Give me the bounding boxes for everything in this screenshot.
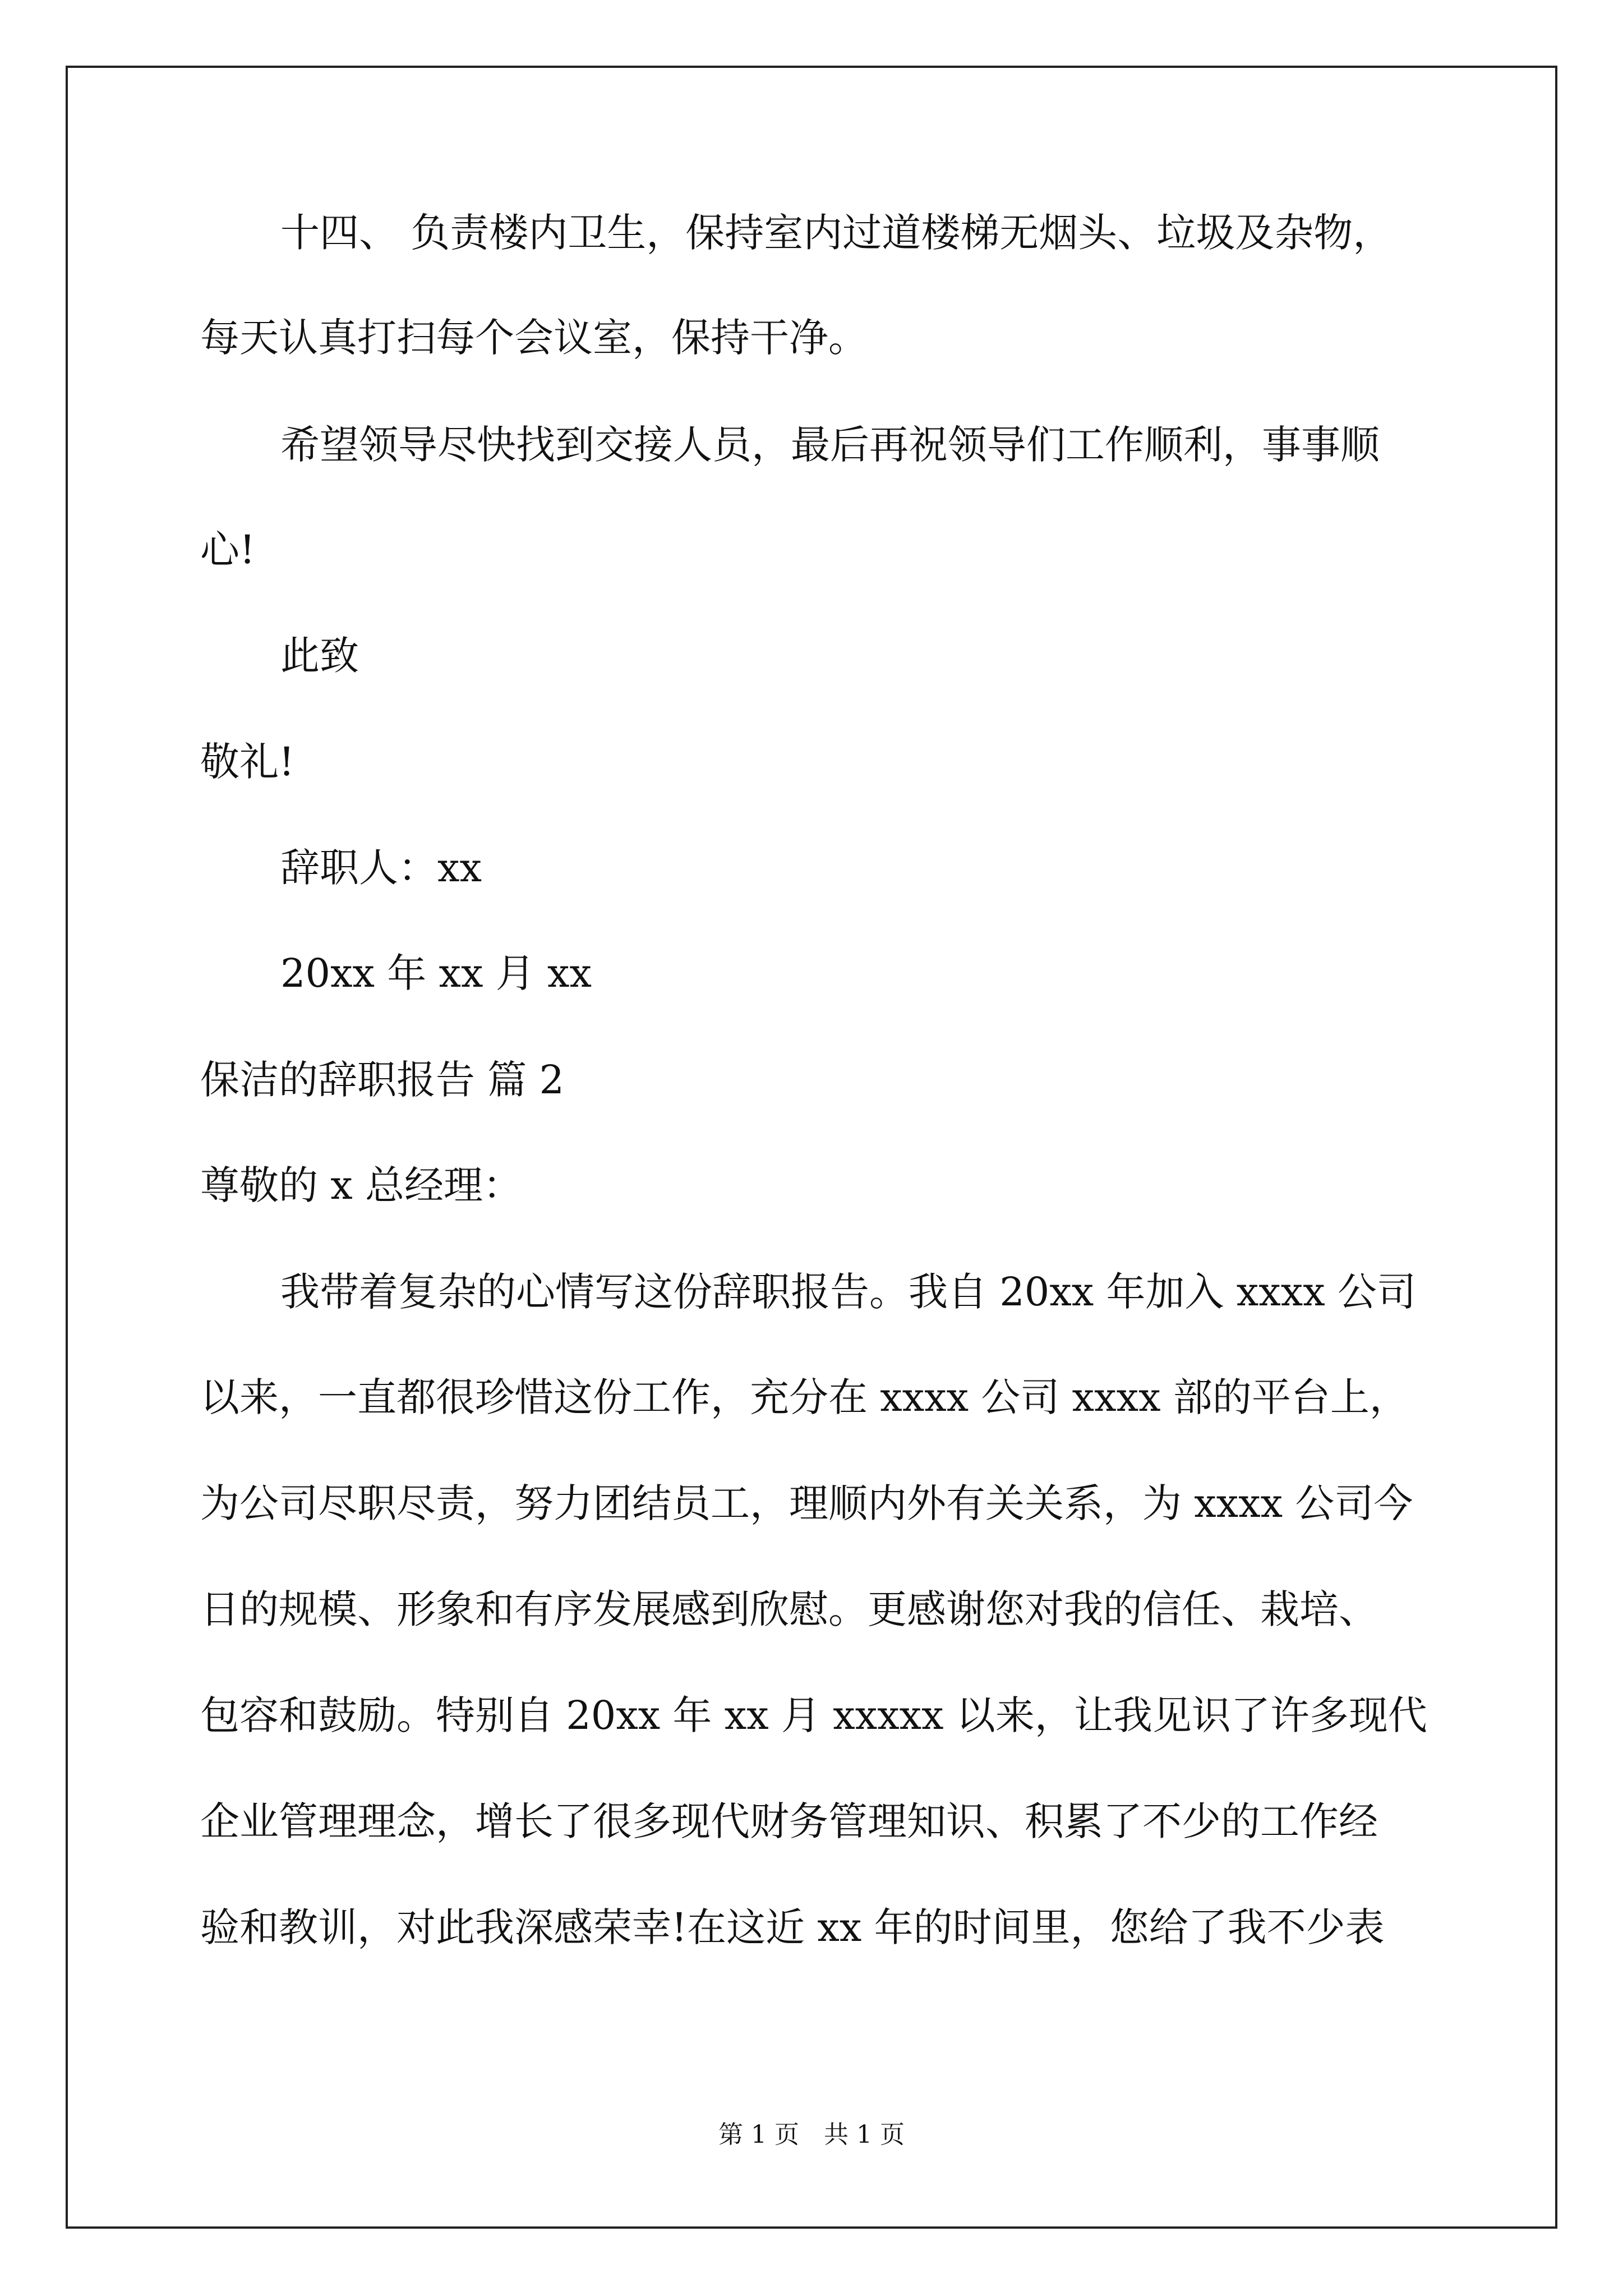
text-line: 20xx 年 xx 月 xx <box>280 950 592 996</box>
text-line: 我带着复杂的心情写这份辞职报告。我自 20xx 年加入 xxxx 公司 <box>280 1269 1416 1315</box>
text-line: 企业管理理念，增长了很多现代财务管理知识、积累了不少的工作经 <box>200 1798 1378 1844</box>
text-line: 此致 <box>280 633 359 679</box>
text-line: 心! <box>200 527 256 573</box>
page-total: 共 1 页 <box>824 2120 905 2149</box>
text-line: 希望领导尽快找到交接人员，最后再祝领导们工作顺利，事事顺 <box>280 422 1380 468</box>
text-line: 敬礼! <box>200 739 295 785</box>
text-line: 每天认真打扫每个会议室，保持干净。 <box>200 315 868 361</box>
salutation: 尊敬的 x 总经理： <box>200 1162 522 1208</box>
page-footer <box>0 2118 1623 2152</box>
section-heading: 保洁的辞职报告 篇 2 <box>200 1057 565 1103</box>
text-line: 十四、 负责楼内卫生，保持室内过道楼梯无烟头、垃圾及杂物， <box>280 210 1393 256</box>
text-line: 日的规模、形象和有序发展感到欣慰。更感谢您对我的信任、栽培、 <box>200 1586 1378 1632</box>
text-line: 验和教训，对此我深感荣幸!在这近 xx 年的时间里，您给了我不少表 <box>200 1904 1385 1950</box>
text-line: 包容和鼓励。特别自 20xx 年 xx 月 xxxxx 以来，让我见识了许多现代 <box>200 1692 1427 1738</box>
page-number: 第 1 页 <box>718 2120 799 2149</box>
text-line: 为公司尽职尽责，努力团结员工，理顺内外有关关系，为 xxxx 公司今 <box>200 1480 1413 1526</box>
text-line: 以来，一直都很珍惜这份工作，充分在 xxxx 公司 xxxx 部的平台上， <box>200 1374 1409 1420</box>
text-line: 辞职人：xx <box>280 845 482 891</box>
